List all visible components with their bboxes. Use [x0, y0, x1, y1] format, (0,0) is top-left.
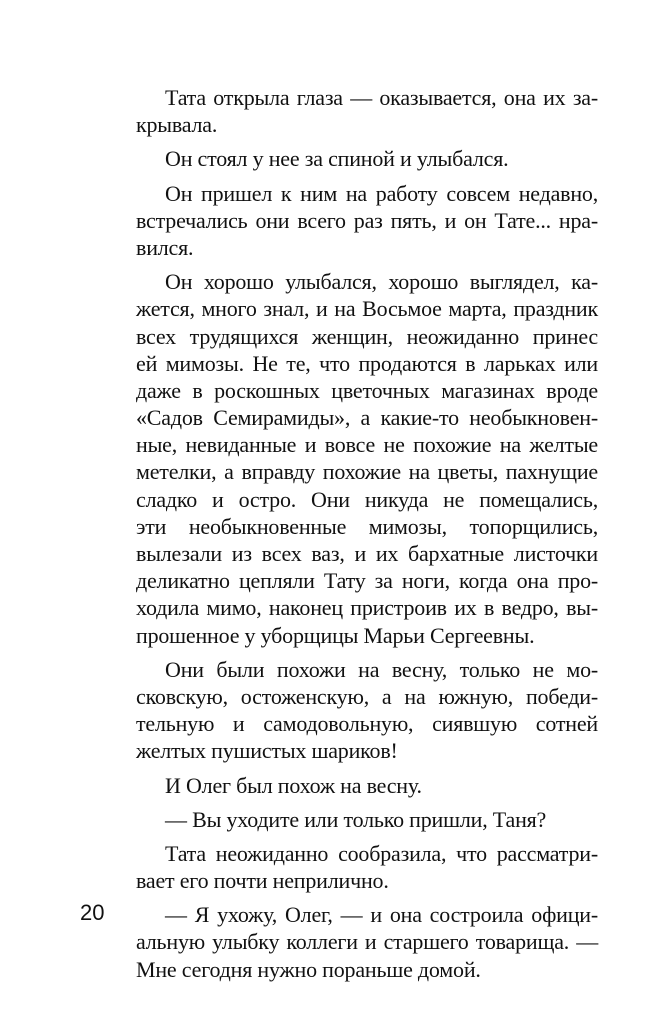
text-line: встречались они всего раз пять, и он Тате... нра- [136, 207, 598, 233]
text-line: Тата неожиданно сообразила, что рассматри- [165, 840, 598, 866]
text-line: Он хорошо улыбался, хорошо выглядел, ка- [165, 269, 598, 295]
text-line: эти необыкновенные мимозы, топорщились, [136, 513, 598, 539]
text-line: Мне сегодня нужно пораньше домой. [136, 956, 481, 982]
text-line: Он пришел к ним на работу совсем недавно, [165, 180, 598, 206]
text-line: — Я ухожу, Олег, — и она состроила офици- [165, 902, 598, 928]
text-line: деликатно цепляли Тату за ноги, когда она про- [136, 568, 598, 594]
paragraph-gap [136, 894, 598, 901]
text-line: альную улыбку коллеги и старшего товарища. — [136, 929, 598, 955]
text-line: — Вы уходите или только пришли, Таня? [165, 806, 547, 832]
text-line: «Садов Семирамиды», а какие-то необыкновен- [136, 405, 598, 431]
paragraph-gap [136, 799, 598, 806]
text-line: сладко и остро. Они никуда не помещались, [136, 486, 598, 512]
text-line: Тата открыла глаза — оказывается, она их за- [165, 85, 598, 110]
text-line: метелки, а вправду похожие на цветы, пахнущие [136, 459, 598, 485]
text-line: вает его почти неприлично. [136, 868, 389, 894]
paragraph-gap [136, 138, 598, 145]
paragraph-gap [136, 261, 598, 268]
paragraph-gap [136, 649, 598, 656]
page-number: 20 [80, 900, 105, 925]
text-line: даже в роскошных цветочных магазинах вроде [136, 377, 598, 403]
paragraph-gap [136, 765, 598, 772]
text-line: вился. [136, 234, 194, 260]
text-line: ходила мимо, наконец пристроив их в ведро, вы- [136, 595, 598, 621]
text-line: Они были похожи на весну, только не мо- [165, 656, 598, 682]
text-line: всех трудящихся женщин, неожиданно принес [136, 323, 598, 349]
text-line: Он стоял у нее за спиной и улыбался. [165, 146, 509, 172]
text-line: вылезали из всех ваз, и их бархатные листочки [136, 541, 598, 566]
paragraph-gap [136, 833, 598, 840]
text-line: жется, много знал, и на Восьмое марта, праздник [136, 296, 598, 322]
text-line: ные, невиданные и вовсе не похожие на желтые [136, 432, 598, 458]
text-line: желтых пушистых шариков! [136, 738, 398, 764]
body-text [136, 84, 598, 983]
text-line: крывала. [136, 112, 218, 138]
text-line: тельную и самодовольную, сиявшую сотней [136, 711, 598, 737]
text-line: И Олег был похож на весну. [165, 772, 422, 798]
paragraph-gap [136, 173, 598, 180]
text-line: прошенное у уборщицы Марьи Сергеевны. [136, 622, 535, 648]
text-line: ей мимозы. Не те, что продаются в ларьках или [136, 350, 598, 376]
text-line: сковскую, остоженскую, а на южную, победи- [136, 683, 598, 709]
